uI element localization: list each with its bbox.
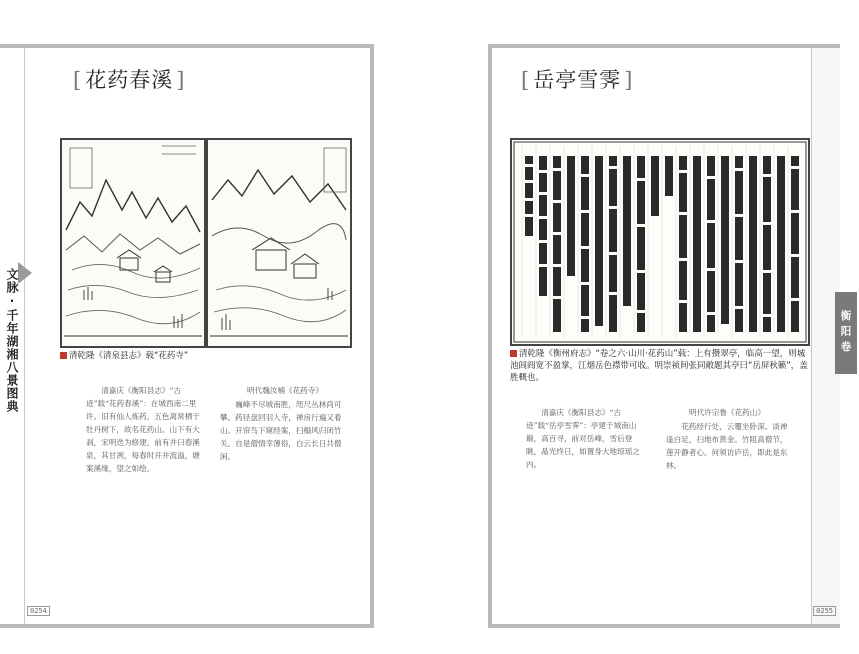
text-column-1 bbox=[86, 384, 200, 475]
section-tab-right: 衡阳卷 bbox=[835, 292, 857, 374]
text-column-1 bbox=[526, 406, 642, 471]
poem-body: 花药经行处，云覆坐卧深。谈禅逢白足，扫地布黄金。竹阻高僧节，莲开静者心。何须访庐岳，即此是东林。 bbox=[666, 422, 788, 470]
page-number: 0254 bbox=[27, 606, 50, 616]
column-body: 清嘉庆《衡阳县志》“古迹”载“花药春溪”：在城西南二里许。旧有仙人炼药，五色离常栖于牡丹树下，故名花药山。山下有大刹，宋明迭为修建，前有井曰春溪泉，其甘冽，每春时开井流溢，塘案溪缘，望之如绘。 bbox=[86, 386, 200, 473]
page-number: 0255 bbox=[813, 606, 836, 616]
page-title: [ 花药春溪 ] bbox=[73, 68, 186, 92]
column-body: 清嘉庆《衡阳县志》“古迹”载“岳亭雪霁”：亭建于城南山巅，高百寻，前对岳峰，雪后登眺，晶光终日，如置身大地琼瑶之内。 bbox=[526, 408, 640, 469]
text-column-2 bbox=[666, 406, 788, 472]
poem-heading: 明代魏汝楠《花药寺》 bbox=[247, 386, 323, 395]
illustration-caption: 清乾隆《衡州府志》“卷之六·山川·花药山”载：上有攒翠亭，临高一望，则城池闾阎宽不盈掌，江烟岳色襟带可收。明崇祯间张同敞题其亭曰“岳屏秋籁”，盖胜概也。 bbox=[510, 349, 808, 383]
woodcut-illustration-left bbox=[60, 138, 206, 348]
section-tab-left: 文脉·千年湖湘八景图典 bbox=[5, 268, 19, 413]
page-title: [ 岳亭雪霁 ] bbox=[521, 68, 634, 92]
right-page bbox=[488, 44, 840, 628]
woodblock-text-image bbox=[510, 138, 810, 346]
left-page bbox=[0, 44, 374, 628]
text-column-2 bbox=[220, 384, 350, 463]
caption-marker-icon bbox=[510, 350, 517, 357]
woodcut-illustration-right bbox=[206, 138, 352, 348]
poem-heading: 明代许宗鲁《花药山》 bbox=[689, 408, 765, 417]
left-margin-rule bbox=[24, 48, 25, 624]
caption-marker-icon bbox=[60, 352, 67, 359]
poem-body: 巍峰不尽城南胜，咫尺丛林尚可攀。药径盘回羽人寺，禅房行遍又看山。开帘鸟下窥经案，扫榻风归闭竹关。自是僧情幸薄俗，白云长日共僧闲。 bbox=[220, 400, 342, 461]
illustration-caption: 清乾隆《清泉县志》载“花药寺” bbox=[60, 350, 350, 362]
